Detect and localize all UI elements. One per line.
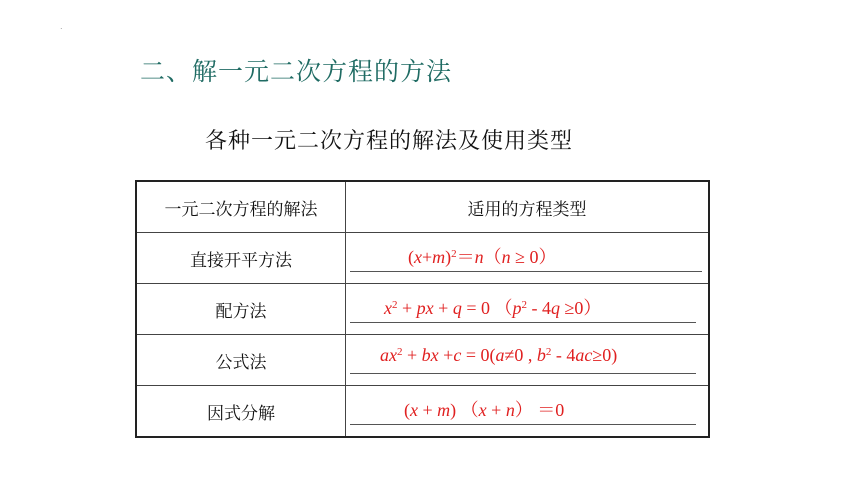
formula-completing-square: $x^2$ + px + q = 0 $(p^2 - 4q \ge 0)$ (384, 298, 602, 318)
table-header-row (136, 181, 709, 233)
table-row (136, 335, 709, 386)
answer-underline (350, 322, 696, 323)
method-cell: 配方法 (136, 284, 346, 335)
methods-table (135, 180, 710, 438)
formula-direct-square-root: $(x+m)^2=n(n \ge 0)$ (408, 247, 557, 267)
method-cell: 直接开平方法 (136, 233, 346, 284)
section-title: 二、解一元二次方程的方法 (140, 57, 453, 86)
type-cell (346, 284, 710, 335)
type-cell (346, 233, 710, 284)
answer-underline (350, 373, 696, 374)
type-cell (346, 335, 710, 386)
header-type: 适用的方程类型 (346, 181, 710, 233)
table-caption: 各种一元二次方程的解法及使用类型 (205, 129, 574, 154)
formula-factoring: (x + m) （x + n） ＝0 (404, 400, 565, 420)
method-cell: 因式分解 (136, 386, 346, 438)
answer-underline (350, 424, 696, 425)
table-row (136, 284, 709, 335)
method-cell: 公式法 (136, 335, 346, 386)
decorative-dot: . (60, 22, 63, 31)
header-method: 一元二次方程的解法 (136, 181, 346, 233)
formula-quadratic-formula: $ax^2$ + bx +c = 0(a≠0 , $b^2 - 4ac\ge 0$) (380, 345, 618, 365)
table-row (136, 386, 709, 438)
answer-underline (350, 271, 702, 272)
table-row (136, 233, 709, 284)
type-cell (346, 386, 710, 438)
